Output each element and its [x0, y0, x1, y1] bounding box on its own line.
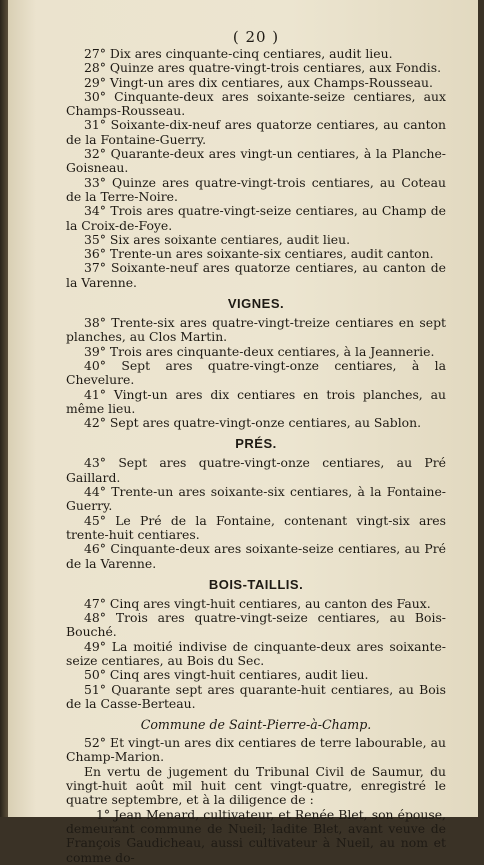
list-item: 35° Six ares soixante centiares, audit lieu. [84, 231, 351, 247]
book-spine-shadow [0, 0, 8, 817]
list-item: 41° Vingt-un ares dix centiares en trois planches, au même lieu. [66, 386, 446, 416]
list-item: 45° Le Pré de la Fontaine, contenant vingt-six ares trente-huit centiares. [66, 512, 446, 542]
list-item: 29° Vingt-un ares dix centiares, aux Champs-Rousseau. [84, 74, 433, 90]
list-item: 51° Quarante sept ares quarante-huit centiares, au Bois de la Casse-Berteau. [66, 681, 446, 711]
list-bois [66, 597, 446, 711]
list-item: 28° Quinze ares quatre-vingt-trois centiares, aux Fondis. [84, 60, 442, 76]
page-number: ( 20 ) [232, 28, 280, 46]
list-item: 30° Cinquante-deux ares soixante-seize centiares, aux Champs-Rousseau. [66, 88, 446, 119]
list-item: 48° Trois ares quatre-vingt-seize centiares, au Bois-Bouché. [66, 610, 446, 640]
list-item: 46° Cinquante-deux ares soixante-seize centiares, au Pré de la Varenne. [66, 541, 446, 571]
list-item: 31° Soixante-dix-neuf ares quatorze centiares, au canton de la Fontaine-Guerry. [66, 117, 446, 147]
list-item: 43° Sept ares quatre-vingt-onze centiares, au Pré Gaillard. [66, 455, 446, 485]
list-item: 37° Soixante-neuf ares quatorze centiares, au canton de la Varenne. [66, 260, 446, 290]
judgment-paragraph: En vertu de jugement du Tribunal Civil de Saumur, du vingt-huit août mil huit cent vingt-quatre, enregistré le quatre septembre, et à la diligence de : [66, 763, 446, 808]
list-item: 42° Sept ares quatre-vingt-onze centiares, au Sablon. [84, 415, 422, 431]
list-item: 36° Trente-un ares soixante-six centiares, audit canton. [84, 246, 434, 262]
section-heading-vignes: VIGNES. [227, 296, 285, 312]
document-body [66, 47, 446, 865]
parties-paragraph: 1° Jean Menard, cultivateur, et Renée Blet, son épouse, demeurant commune de Nueil; ladite Blet, avant veuve de François Gaudicheau, aussi cultivateur à Nueil, au nom et comme do- [66, 806, 446, 865]
section-heading-bois-taillis: BOIS-TAILLIS. [208, 576, 304, 592]
commune-heading: Commune de Saint-Pierre-à-Champ. [140, 717, 372, 733]
list-item: 34° Trois ares quatre-vingt-seize centiares, au Champ de la Croix-de-Foye. [66, 203, 446, 233]
list-vignes [66, 316, 446, 430]
section-heading-pres: PRÉS. [235, 436, 277, 452]
list-pres [66, 456, 446, 570]
list-item: 33° Quinze ares quatre-vingt-trois centiares, au Coteau de la Terre-Noire. [66, 174, 446, 204]
list-item: 39° Trois ares cinquante-deux centiares, à la Jeannerie. [84, 343, 435, 359]
list-item: 32° Quarante-deux ares vingt-un centiares, à la Planche-Goisneau. [66, 146, 446, 176]
list-item: 40° Sept ares quatre-vingt-onze centiares, à la Chevelure. [66, 357, 446, 388]
list-item: 27° Dix ares cinquante-cinq centiares, audit lieu. [84, 46, 393, 61]
list-commune [66, 736, 446, 765]
list-item: 38° Trente-six ares quatre-vingt-treize centiares en sept planches, au Clos Martin. [66, 315, 446, 345]
document-page [8, 0, 478, 865]
list-a [66, 47, 446, 290]
list-item: 52° Et vingt-un ares dix centiares de terre labourable, au Champ-Marion. [66, 735, 446, 765]
list-item: 44° Trente-un ares soixante-six centiares, à la Fontaine-Guerry. [66, 484, 446, 514]
list-item: 49° La moitié indivise de cinquante-deux ares soixante-seize centiares, au Bois du Sec. [66, 638, 446, 668]
list-item: 47° Cinq ares vingt-huit centiares, au canton des Faux. [84, 595, 431, 611]
list-item: 50° Cinq ares vingt-huit centiares, audit lieu. [84, 667, 369, 683]
